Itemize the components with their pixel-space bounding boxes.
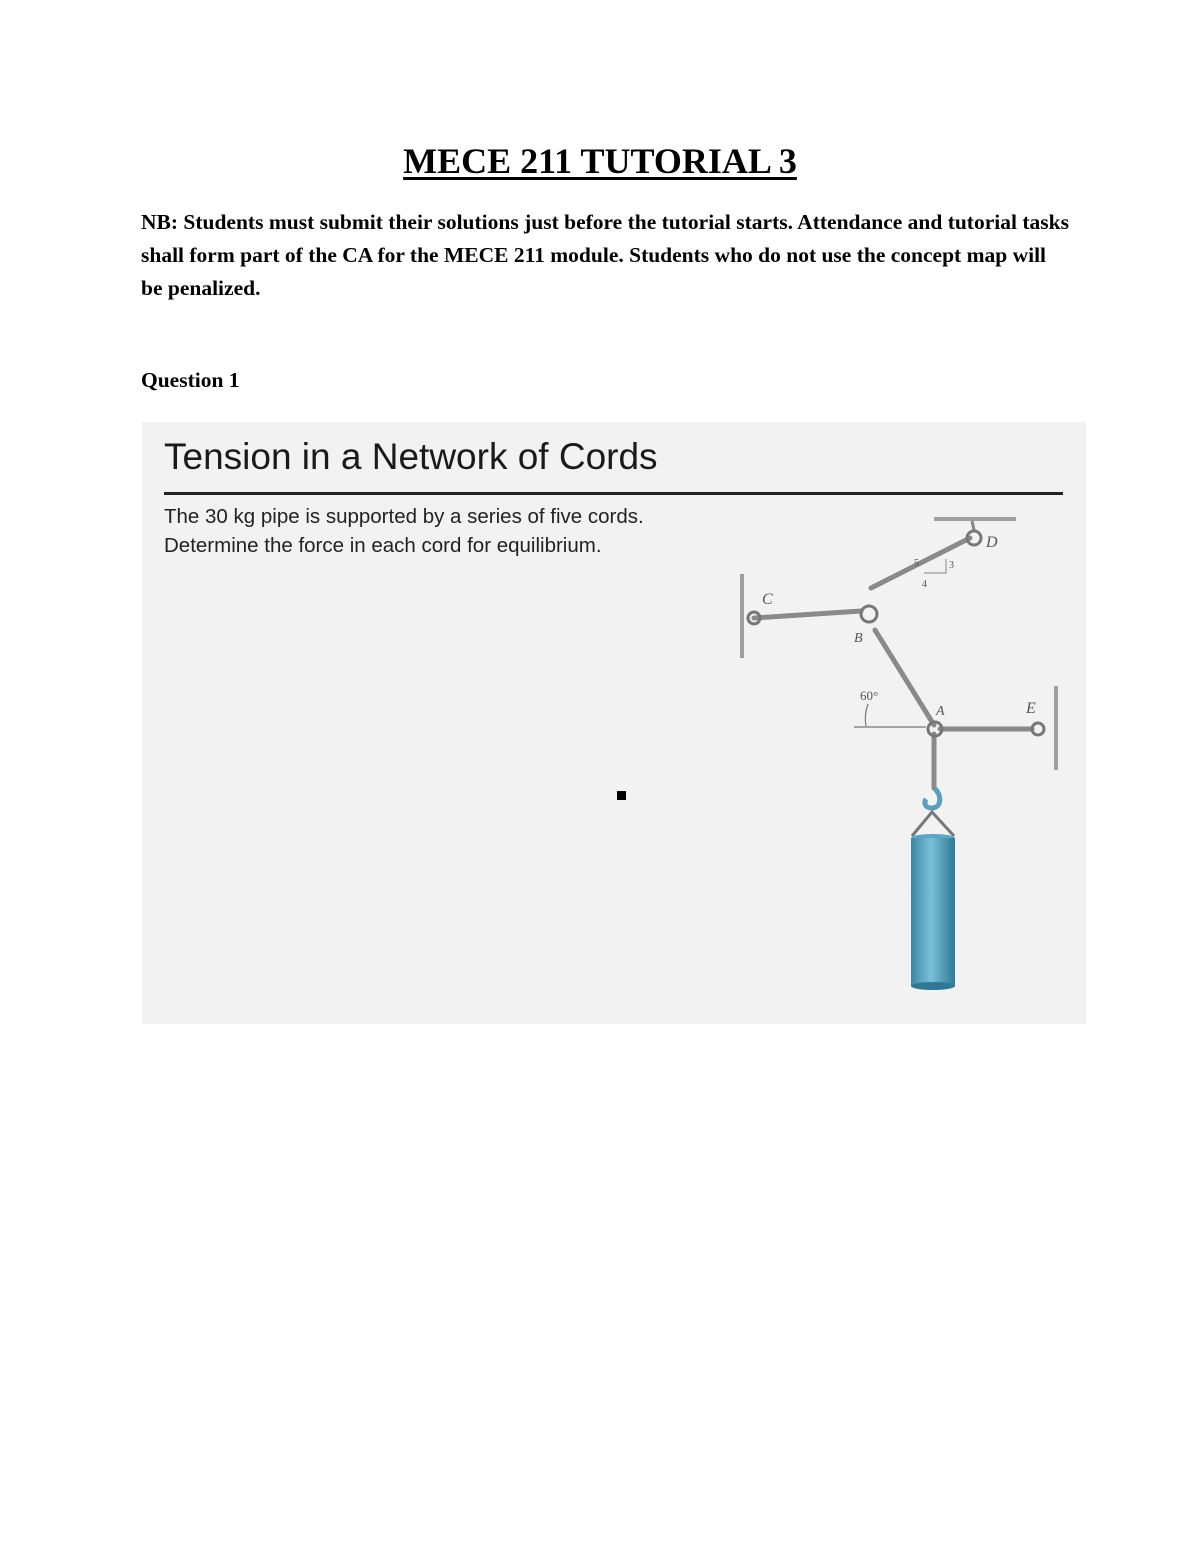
cord-ba (875, 630, 934, 725)
pipe-sling (912, 812, 954, 836)
label-b: B (854, 631, 863, 646)
figure-description-line-2: Determine the force in each cord for equilibrium. (164, 534, 602, 557)
label-slope-3: 3 (949, 560, 954, 571)
question-label: Question 1 (141, 368, 240, 392)
wall-support-c (740, 574, 744, 658)
wall-support-e (1054, 686, 1058, 770)
ceiling-support-d (934, 517, 1016, 530)
label-slope-4: 4 (922, 579, 927, 590)
label-c: C (762, 591, 773, 608)
label-a: A (936, 704, 945, 719)
label-d: D (986, 534, 998, 551)
angle-arc (865, 704, 868, 726)
label-e: E (1026, 700, 1036, 717)
document-title: MECE 211 TUTORIAL 3 (403, 141, 797, 181)
pipe (911, 834, 955, 990)
ring-b (861, 606, 877, 622)
cord-bd (871, 538, 970, 588)
figure-description-line-1: The 30 kg pipe is supported by a series of five cords. (164, 505, 644, 528)
cord-network-diagram (142, 422, 1086, 1024)
label-angle: 60° (860, 688, 879, 703)
figure-title: Tension in a Network of Cords (164, 436, 658, 477)
nb-notice: NB: Students must submit their solutions just before the tutorial starts. Attendance and tutorial tasks shall form part of the CA for the MECE 211 module. Students who do not use the concept map will be penalized. (141, 210, 1069, 300)
hook-icon (925, 788, 940, 808)
cord-bc (754, 611, 861, 618)
problem-figure (142, 422, 1086, 1024)
label-slope-5: 5 (914, 558, 919, 569)
